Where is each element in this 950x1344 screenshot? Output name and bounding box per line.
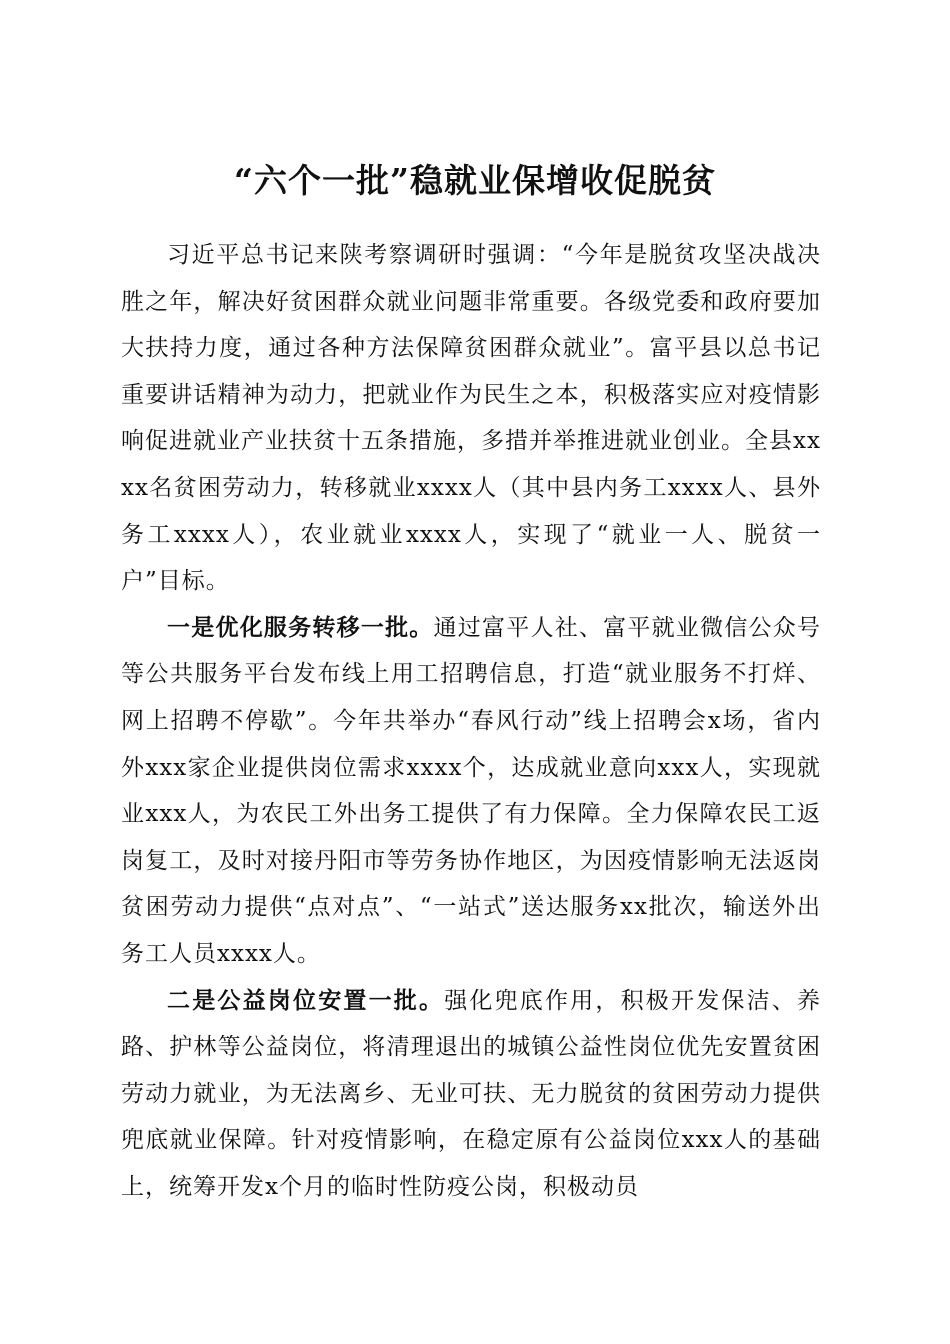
paragraph-body-text: 通过富平人社、富平就业微信公众号等公共服务平台发布线上用工招聘信息，打造“就业服务不打烊、网上招聘不停歇”。今年共举办“春风行动”线上招聘会x场，省内外xxx家企业提供岗位需求xxxx个，达成就业意向xxx人，实现就业xxx人，为农民工外出务工提供了有力保障。全力保障农民工返岗复工，及时对接丹阳市等劳务协作地区，为因疫情影响无法返岗贫困劳动力提供“点对点”、“一站式”送达服务xx批次，输送外出务工人员xxxx人。 xyxy=(121,614,822,967)
paragraph-intro xyxy=(121,232,821,605)
paragraph-lead-heading: 二是公益岗位安置一批。 xyxy=(167,986,445,1014)
paragraph-public-welfare-posts xyxy=(121,978,821,1211)
paragraph-intro-text: 习近平总书记来陕考察调研时强调：“今年是脱贫攻坚决战决胜之年，解决好贫困群众就业问题非常重要。各级党委和政府要加大扶持力度，通过各种方法保障贫困群众就业”。富平县以总书记重要讲话精神为动力，把就业作为民生之本，积极落实应对疫情影响促进就业产业扶贫十五条措施，多措并举推进就业创业。全县xxxx名贫困劳动力，转移就业xxxx人（其中县内务工xxxx人、县外务工xxxx人），农业就业xxxx人，实现了“就业一人、脱贫一户”目标。 xyxy=(121,242,821,595)
paragraph-lead-heading: 一是优化服务转移一批。 xyxy=(167,613,434,641)
paragraph-body-text: 强化兜底作用，积极开发保洁、养路、护林等公益岗位，将清理退出的城镇公益性岗位优先安置贫困劳动力就业，为无法离乡、无业可扶、无力脱贫的贫困劳动力提供兜底就业保障。针对疫情影响，在稳定原有公益岗位xxx人的基础上，统筹开发x个月的临时性防疫公岗，积极动员 xyxy=(121,987,822,1200)
document-title: “六个一批”稳就业保增收促脱贫 xyxy=(234,161,716,201)
document-body xyxy=(121,232,821,1210)
paragraph-service-transfer xyxy=(121,605,821,978)
